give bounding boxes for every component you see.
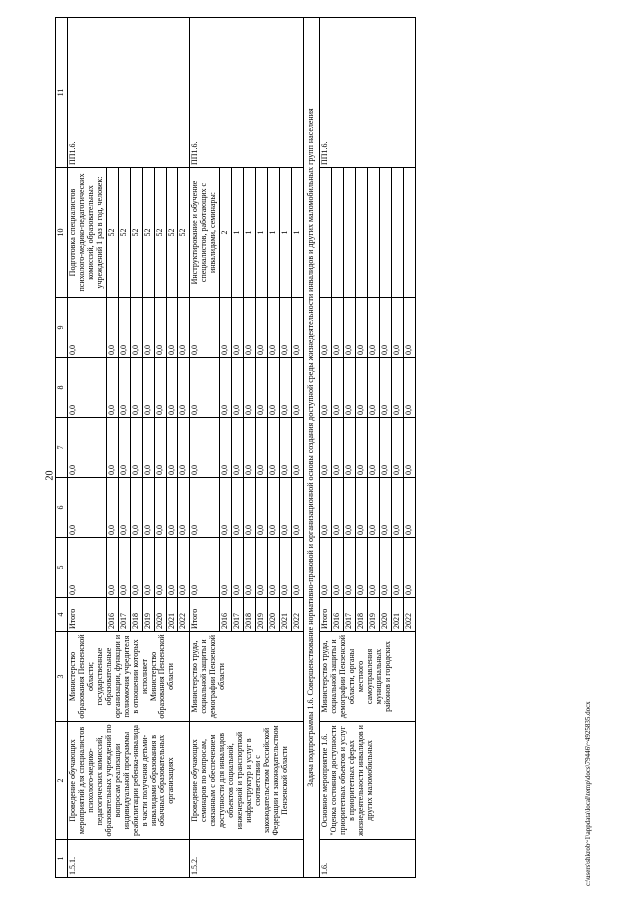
year-value: 0,0 <box>106 298 118 358</box>
year-value: 0,0 <box>244 478 256 538</box>
year-value: 0,0 <box>220 298 232 358</box>
column-header-1: 1 <box>56 840 68 878</box>
year-value: 0,0 <box>367 538 379 598</box>
year-value: 0,0 <box>244 358 256 418</box>
year-value: 0,0 <box>343 538 355 598</box>
year-value: 0,0 <box>268 538 280 598</box>
year-value: 0,0 <box>166 358 178 418</box>
column-header-5: 5 <box>56 538 68 598</box>
year-value: 0,0 <box>292 538 304 598</box>
indicator-value <box>343 168 355 298</box>
year-value: 0,0 <box>355 358 367 418</box>
indicator-value: 1 <box>232 168 244 298</box>
total-value: 0,0 <box>190 358 220 418</box>
total-value: 0,0 <box>190 298 220 358</box>
program-table <box>55 17 416 878</box>
indicator-value: 52 <box>178 168 190 298</box>
year-value: 0,0 <box>268 418 280 478</box>
year-value: 0,0 <box>166 418 178 478</box>
year-value: 0,0 <box>379 298 391 358</box>
total-value: 0,0 <box>319 418 331 478</box>
year-value: 0,0 <box>220 358 232 418</box>
year-value: 0,0 <box>343 418 355 478</box>
event-name: Проведение обучающих семинаров по вопросам, связанным с обеспечением доступности для инвалидов объектов социальной, инженерной и транспортной инфраструктур и услуг в соответствии с законодательством Российской Федерации и законодательством Пензенской области <box>190 722 304 840</box>
total-value: 0,0 <box>190 418 220 478</box>
year-value: 0,0 <box>154 418 166 478</box>
year-value: 0,0 <box>178 358 190 418</box>
year-value: 0,0 <box>118 478 130 538</box>
year-value: 0,0 <box>280 418 292 478</box>
year-value: 0,0 <box>355 418 367 478</box>
indicator-code: ПП1.6. <box>190 18 304 168</box>
indicator-value <box>403 168 415 298</box>
year-value: 0,0 <box>367 358 379 418</box>
indicator-value: 1 <box>280 168 292 298</box>
year-value: 0,0 <box>154 538 166 598</box>
year-value: 0,0 <box>142 298 154 358</box>
year-value: 0,0 <box>331 358 343 418</box>
year-value: 0,0 <box>244 538 256 598</box>
year-value: 0,0 <box>331 478 343 538</box>
year-cell: 2018 <box>130 598 142 632</box>
year-value: 0,0 <box>355 478 367 538</box>
year-value: 0,0 <box>256 478 268 538</box>
year-cell: 2018 <box>244 598 256 632</box>
total-label: Итого <box>67 598 106 632</box>
column-header-11: 11 <box>56 18 68 168</box>
total-value: 0,0 <box>67 298 106 358</box>
indicator-value <box>331 168 343 298</box>
year-value: 0,0 <box>403 298 415 358</box>
year-value: 0,0 <box>391 358 403 418</box>
year-value: 0,0 <box>292 298 304 358</box>
year-value: 0,0 <box>244 298 256 358</box>
indicator-value: 52 <box>106 168 118 298</box>
year-value: 0,0 <box>256 298 268 358</box>
row-number: 1.5.1. <box>67 840 189 878</box>
row-number: 1.5.2. <box>190 840 304 878</box>
year-value: 0,0 <box>166 538 178 598</box>
year-value: 0,0 <box>355 538 367 598</box>
year-value: 0,0 <box>142 358 154 418</box>
indicator-code: ПП1.6. <box>319 18 415 168</box>
column-header-4: 4 <box>56 598 68 632</box>
column-header-2: 2 <box>56 722 68 840</box>
year-value: 0,0 <box>268 478 280 538</box>
year-value: 0,0 <box>106 358 118 418</box>
indicator-value: 52 <box>130 168 142 298</box>
indicator-value: 52 <box>142 168 154 298</box>
year-value: 0,0 <box>154 478 166 538</box>
year-value: 0,0 <box>391 298 403 358</box>
year-value: 0,0 <box>292 478 304 538</box>
column-header-3: 3 <box>56 632 68 722</box>
year-value: 0,0 <box>331 298 343 358</box>
year-cell: 2020 <box>154 598 166 632</box>
year-cell: 2016 <box>106 598 118 632</box>
indicator-value: 2 <box>220 168 232 298</box>
year-value: 0,0 <box>130 358 142 418</box>
year-value: 0,0 <box>130 538 142 598</box>
year-value: 0,0 <box>355 298 367 358</box>
column-header-7: 7 <box>56 418 68 478</box>
year-value: 0,0 <box>391 538 403 598</box>
event-name: Проведение обучающих мероприятий для специалистов психолого-медико-педагогических комиссий, образовательных учреждений по вопросам реализации индивидуальной программы реабилитации ребенка-инвалида в части получения детьми-инвалидами образования в обычных образовательных организациях <box>67 722 189 840</box>
year-value: 0,0 <box>178 418 190 478</box>
task-row <box>303 18 319 878</box>
year-value: 0,0 <box>256 538 268 598</box>
year-value: 0,0 <box>118 418 130 478</box>
year-value: 0,0 <box>178 538 190 598</box>
year-value: 0,0 <box>118 358 130 418</box>
year-value: 0,0 <box>268 358 280 418</box>
total-value: 0,0 <box>67 538 106 598</box>
year-value: 0,0 <box>379 538 391 598</box>
year-value: 0,0 <box>220 418 232 478</box>
year-cell: 2019 <box>142 598 154 632</box>
year-cell: 2021 <box>280 598 292 632</box>
total-value: 0,0 <box>190 478 220 538</box>
year-value: 0,0 <box>166 298 178 358</box>
year-value: 0,0 <box>232 418 244 478</box>
year-cell: 2021 <box>391 598 403 632</box>
year-cell: 2019 <box>367 598 379 632</box>
year-value: 0,0 <box>166 478 178 538</box>
year-cell: 2020 <box>379 598 391 632</box>
event-name: Основное мероприятие 1.6. "Оценка состояния доступности приоритетных объектов и услуг в приоритетных сферах жизнедеятельности инвалидов и других маломобильных <box>319 722 415 840</box>
year-value: 0,0 <box>280 298 292 358</box>
year-value: 0,0 <box>232 298 244 358</box>
year-value: 0,0 <box>379 358 391 418</box>
year-value: 0,0 <box>232 538 244 598</box>
year-value: 0,0 <box>220 478 232 538</box>
year-value: 0,0 <box>232 478 244 538</box>
year-value: 0,0 <box>292 358 304 418</box>
year-cell: 2021 <box>166 598 178 632</box>
year-cell: 2016 <box>220 598 232 632</box>
year-value: 0,0 <box>232 358 244 418</box>
year-cell: 2022 <box>292 598 304 632</box>
executor: Министерство труда, социальной защиты и демографии Пензенской области, органы местного самоуправления муниципальных районов и городских <box>319 632 415 722</box>
landscape-sheet <box>55 18 580 878</box>
total-value: 0,0 <box>319 538 331 598</box>
table-row <box>319 18 331 878</box>
executor: Министерство труда, социальной защиты и демографии Пензенской области <box>190 632 304 722</box>
year-cell: 2022 <box>403 598 415 632</box>
year-value: 0,0 <box>130 298 142 358</box>
year-value: 0,0 <box>130 478 142 538</box>
indicator-value <box>391 168 403 298</box>
year-value: 0,0 <box>403 538 415 598</box>
year-value: 0,0 <box>403 478 415 538</box>
year-value: 0,0 <box>142 538 154 598</box>
indicator-text <box>319 168 331 298</box>
year-value: 0,0 <box>367 298 379 358</box>
year-cell: 2016 <box>331 598 343 632</box>
total-value: 0,0 <box>319 358 331 418</box>
year-value: 0,0 <box>142 478 154 538</box>
indicator-text: Подготовка специалистов психолого-медико-педагогических комиссий, образовательных учреждений 1 раз в год, человек: <box>67 168 106 298</box>
year-value: 0,0 <box>106 538 118 598</box>
indicator-value <box>379 168 391 298</box>
column-header-6: 6 <box>56 478 68 538</box>
year-value: 0,0 <box>280 538 292 598</box>
indicator-value <box>367 168 379 298</box>
year-value: 0,0 <box>178 478 190 538</box>
year-value: 0,0 <box>130 418 142 478</box>
indicator-value: 1 <box>244 168 256 298</box>
indicator-code: ПП1.6. <box>67 18 189 168</box>
year-cell: 2017 <box>232 598 244 632</box>
year-value: 0,0 <box>292 418 304 478</box>
year-cell: 2020 <box>268 598 280 632</box>
indicator-value <box>355 168 367 298</box>
indicator-value: 52 <box>154 168 166 298</box>
total-value: 0,0 <box>67 418 106 478</box>
year-cell: 2017 <box>343 598 355 632</box>
year-value: 0,0 <box>343 298 355 358</box>
column-header-10: 10 <box>56 168 68 298</box>
total-value: 0,0 <box>67 358 106 418</box>
task-text: Задача подпрограммы 1.6. Совершенствование нормативно-правовой и организационной основы создания доступной среды жизнедеятельности инвалидов и других маломобильных групп населения <box>303 18 319 878</box>
total-label: Итого <box>319 598 331 632</box>
year-value: 0,0 <box>268 298 280 358</box>
year-value: 0,0 <box>118 538 130 598</box>
table-row <box>67 18 106 878</box>
year-value: 0,0 <box>331 418 343 478</box>
total-value: 0,0 <box>67 478 106 538</box>
header-row <box>56 18 68 878</box>
indicator-value: 1 <box>268 168 280 298</box>
column-header-9: 9 <box>56 298 68 358</box>
page-number: 20 <box>44 470 56 481</box>
footer-file-path: c:\users\shkrob~1\appdata\local\temp\docs\79446\~4925835.docx <box>584 701 592 886</box>
year-value: 0,0 <box>343 478 355 538</box>
year-value: 0,0 <box>367 478 379 538</box>
executor: Министерство образования Пензенской области; государственные образовательные организации, функции и полномочия учредителя в отношении которых исполняет Министерство образования Пензенской области <box>67 632 189 722</box>
year-value: 0,0 <box>106 418 118 478</box>
year-value: 0,0 <box>154 358 166 418</box>
year-value: 0,0 <box>118 298 130 358</box>
year-value: 0,0 <box>391 418 403 478</box>
year-value: 0,0 <box>244 418 256 478</box>
year-value: 0,0 <box>256 358 268 418</box>
total-label: Итого <box>190 598 220 632</box>
year-value: 0,0 <box>154 298 166 358</box>
year-value: 0,0 <box>343 358 355 418</box>
year-value: 0,0 <box>178 298 190 358</box>
year-value: 0,0 <box>379 478 391 538</box>
indicator-text: Инструктирование и обучение специалистов, работающих с инвалидами, семинары: <box>190 168 220 298</box>
indicator-value: 1 <box>256 168 268 298</box>
indicator-value: 1 <box>292 168 304 298</box>
year-cell: 2022 <box>178 598 190 632</box>
year-value: 0,0 <box>280 358 292 418</box>
year-value: 0,0 <box>331 538 343 598</box>
year-value: 0,0 <box>280 478 292 538</box>
row-number: 1.6. <box>319 840 415 878</box>
total-value: 0,0 <box>319 478 331 538</box>
year-value: 0,0 <box>106 478 118 538</box>
year-value: 0,0 <box>403 358 415 418</box>
year-value: 0,0 <box>379 418 391 478</box>
year-value: 0,0 <box>220 538 232 598</box>
year-value: 0,0 <box>367 418 379 478</box>
total-value: 0,0 <box>190 538 220 598</box>
year-cell: 2017 <box>118 598 130 632</box>
table-row <box>190 18 220 878</box>
year-value: 0,0 <box>403 418 415 478</box>
indicator-value: 52 <box>118 168 130 298</box>
year-value: 0,0 <box>142 418 154 478</box>
year-cell: 2019 <box>256 598 268 632</box>
year-value: 0,0 <box>256 418 268 478</box>
total-value: 0,0 <box>319 298 331 358</box>
year-value: 0,0 <box>391 478 403 538</box>
year-cell: 2018 <box>355 598 367 632</box>
indicator-value: 52 <box>166 168 178 298</box>
column-header-8: 8 <box>56 358 68 418</box>
